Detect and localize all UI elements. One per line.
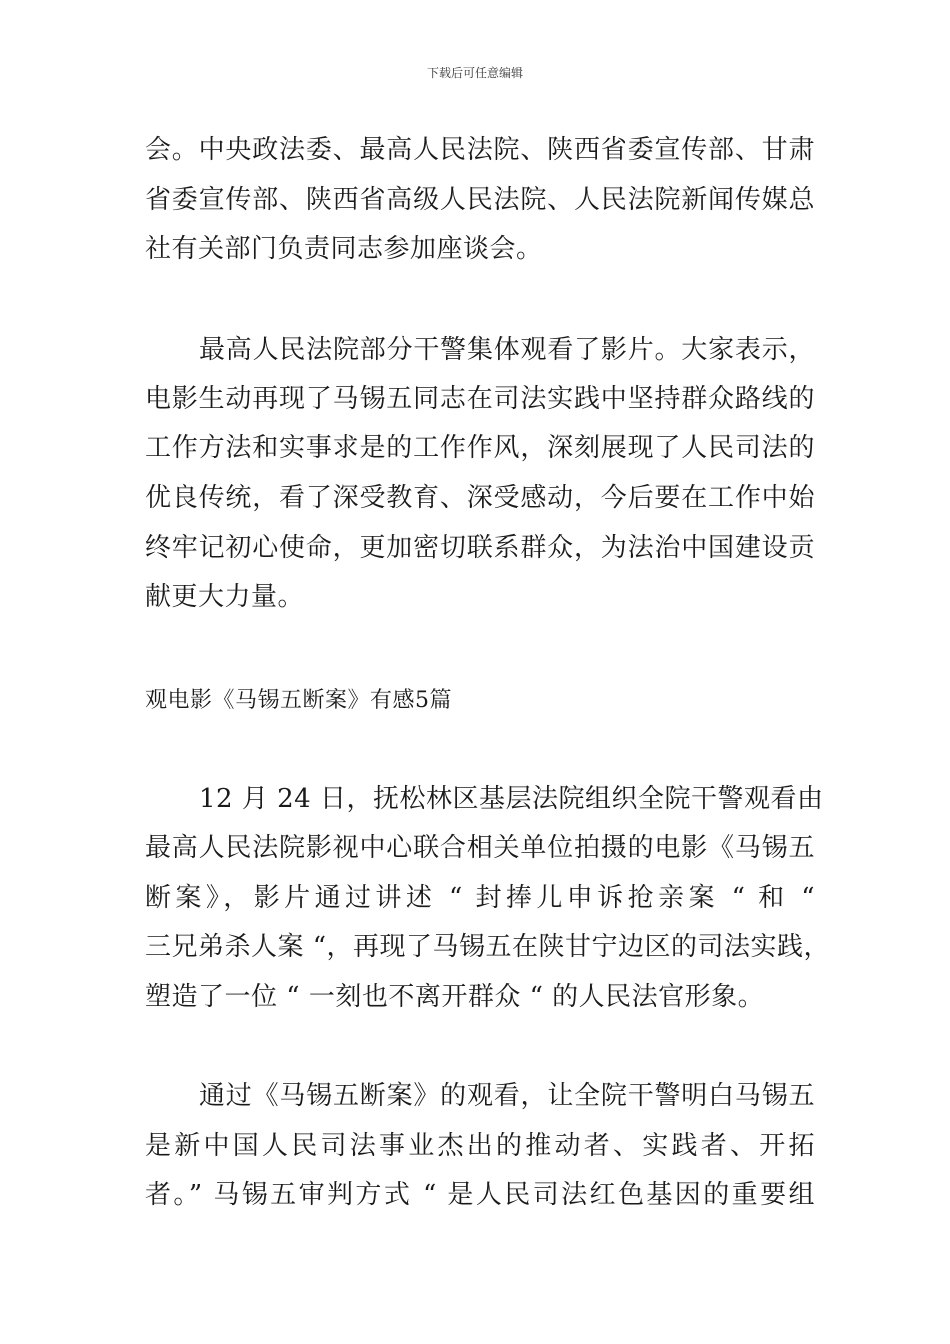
paragraph-2-line-6: 献更大力量。 [145, 582, 305, 612]
paragraph-2-line-3: 工作方法和实事求是的工作作风，深刻展现了人民司法的 [145, 433, 815, 463]
paragraph-4-line-1: 通过《马锡五断案》的观看，让全院干警明白马锡五 [199, 1081, 815, 1111]
paragraph-3-line-4: 三兄弟杀人案 “，再现了马锡五在陕甘宁边区的司法实践， [145, 932, 831, 962]
paragraph-2-line-5: 终牢记初心使命，更加密切联系群众，为法治中国建设贡 [145, 533, 815, 563]
paragraph-3-line-5: 塑造了一位 “ 一刻也不离开群众 “ 的人民法官形象。 [145, 982, 765, 1012]
paragraph-1-line-3: 社有关部门负责同志参加座谈会。 [145, 234, 543, 264]
header-note: 下载后可任意编辑 [426, 66, 523, 80]
paragraph-3-line-2: 最高人民法院影视中心联合相关单位拍摄的电影《马锡五 [145, 833, 815, 863]
paragraph-1-line-2: 省委宣传部、陕西省高级人民法院、人民法院新闻传媒总 [145, 185, 815, 215]
paragraph-2-line-1: 最高人民法院部分干警集体观看了影片。大家表示， [199, 335, 815, 365]
paragraph-4-line-3: 者。” 马锡五审判方式 “ 是人民司法红色基因的重要组 [145, 1180, 815, 1210]
paragraph-3-line-3: 断案》，影片通过讲述 “ 封捧儿申诉抢亲案 “ 和 “ [145, 883, 815, 913]
paragraph-2-line-2: 电影生动再现了马锡五同志在司法实践中坚持群众路线的 [145, 384, 815, 414]
paragraph-1-line-1: 会。中央政法委、最高人民法院、陕西省委宣传部、甘肃 [145, 135, 815, 165]
paragraph-3-line-1: 12 月 24 日，抚松林区基层法院组织全院干警观看由 [199, 784, 824, 814]
paragraph-4-line-2: 是新中国人民司法事业杰出的推动者、实践者、开拓 [145, 1131, 815, 1161]
section-heading: 观电影《马锡五断案》有感5篇 [145, 688, 452, 713]
paragraph-2-line-4: 优良传统，看了深受教育、深受感动，今后要在工作中始 [145, 483, 815, 513]
